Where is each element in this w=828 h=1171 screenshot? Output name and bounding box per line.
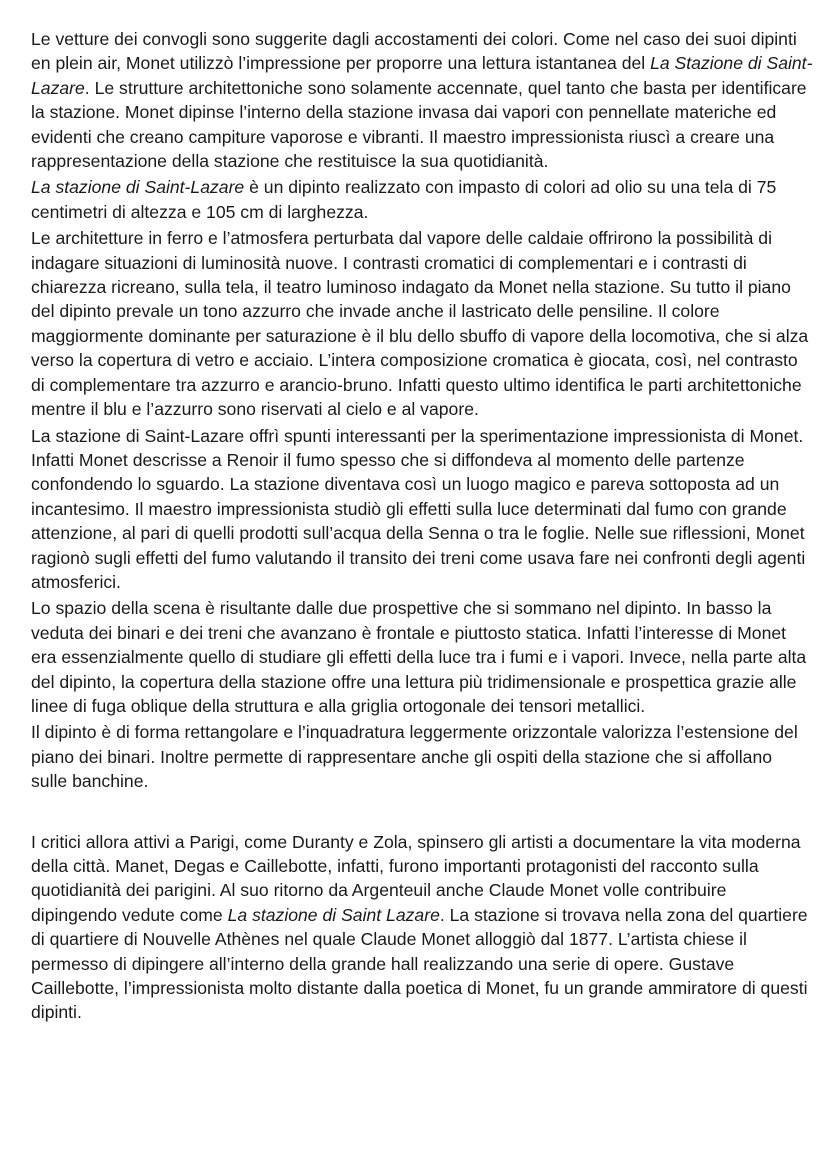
- document-body: [31, 27, 813, 1025]
- painting-title: La Stazione di Saint-Lazare: [31, 53, 813, 98]
- paragraph-text: Le architetture in ferro e l’atmosfera perturbata dal vapore delle caldaie offrirono la possibilità di indagare situazioni di luminosità nuove. I contrasti cromatici di complementari e i contrasti di chiarezza ricreano, sulla tela, il teatro luminoso indagato da Monet nella stazione. Su tutto il piano del dipinto prevale un tono azzurro che invade anche il lastricato delle pensiline. Il colore maggiormente dominante per saturazione è il blu dello sbuffo di vapore della locomotiva, che si alza verso la copertura di vetro e acciaio. L’intera composizione cromatica è giocata, così, nel contrasto di complementare tra azzurro e arancio-bruno. Infatti questo ultimo identifica le parti architettoniche mentre il blu e l’azzurro sono riservati al cielo e al vapore.: [31, 228, 809, 420]
- paragraph-format: [31, 720, 813, 793]
- paragraph-historical-context: [31, 830, 813, 1025]
- painting-title: La stazione di Saint Lazare: [227, 904, 440, 925]
- paragraph-text: I critici allora attivi a Parigi, come Duranty e Zola, spinsero gli artisti a documentare la vita moderna della città. Manet, Degas e Caillebotte, infatti, furono importanti protagonisti del racconto sulla quotidianità dei parigini. Al suo ritorno da Argenteuil anche Claude Monet volle contribuire dipingendo vedute come: [31, 831, 801, 925]
- paragraph-text: La stazione di Saint-Lazare offrì spunti interessanti per la sperimentazione impressionista di Monet. Infatti Monet descrisse a Renoir il fumo spesso che si diffondeva al momento delle partenze confondendo lo sguardo. La stazione diventava così un luogo magico e pareva sottoposta ad un incantesimo. Il maestro impressionista studiò gli effetti sulla luce determinati dal fumo con grande attenzione, al pari di quelli prodotti sull’acqua della Senna o tra le foglie. Nelle sue riflessioni, Monet ragionò sugli effetti del fumo valutando il transito dei treni come usava fare nei confronti degli agenti atmosferici.: [31, 425, 806, 592]
- paragraph-text: Lo spazio della scena è risultante dalle due prospettive che si sommano nel dipinto. In basso la veduta dei binari e dei treni che avanzano è frontale e piuttosto statica. Infatti l’interesse di Monet era essenzialmente quello di studiare gli effetti della luce tra i fumi e i vapori. Invece, nella parte alta del dipinto, la copertura della stazione offre una lettura più tridimensionale e prospettica grazie alle linee di fuga oblique della struttura e alla griglia ortogonale dei tensori metallici.: [31, 598, 807, 716]
- paragraph-text: . Le strutture architettoniche sono solamente accennate, quel tanto che basta per identificare la stazione. Monet dipinse l’interno della stazione invasa dai vapori con pennellate materiche ed evidenti che creano campiture vaporose e vibranti. Il maestro impressionista riuscì a creare una rappresentazione della stazione che restituisce la sua quotidianità.: [31, 77, 807, 172]
- paragraph-text: . La stazione si trovava nella zona del quartiere di quartiere di Nouvelle Athènes nel quale Claude Monet alloggiò dal 1877. L’artista chiese il permesso di dipingere all’interno della grande hall realizzando una serie di opere. Gustave Caillebotte, l’impressionista molto distante dalla poetica di Monet, fu un grande ammiratore di questi dipinti.: [31, 904, 808, 1023]
- paragraph-text: Le vetture dei convogli sono suggerite dagli accostamenti dei colori. Come nel caso dei suoi dipinti en plein air, Monet utilizzò l’impressione per proporre una lettura istantanea del: [31, 29, 797, 74]
- paragraph-smoke-study: [31, 424, 813, 595]
- paragraph-train-colors: [31, 27, 813, 173]
- paragraph-text: è un dipinto realizzato con impasto di colori ad olio su una tela di 75 centimetri di altezza e 105 cm di larghezza.: [31, 177, 777, 222]
- paragraph-color-contrasts: [31, 226, 813, 421]
- paragraph-perspective: [31, 596, 813, 718]
- painting-title: La stazione di Saint-Lazare: [31, 177, 245, 198]
- paragraph-text: Il dipinto è di forma rettangolare e l’inquadratura leggermente orizzontale valorizza l’estensione del piano dei binari. Inoltre permette di rappresentare anche gli ospiti della stazione che si affollano sulle banchine.: [31, 722, 798, 792]
- paragraph-painting-dimensions: [31, 175, 813, 224]
